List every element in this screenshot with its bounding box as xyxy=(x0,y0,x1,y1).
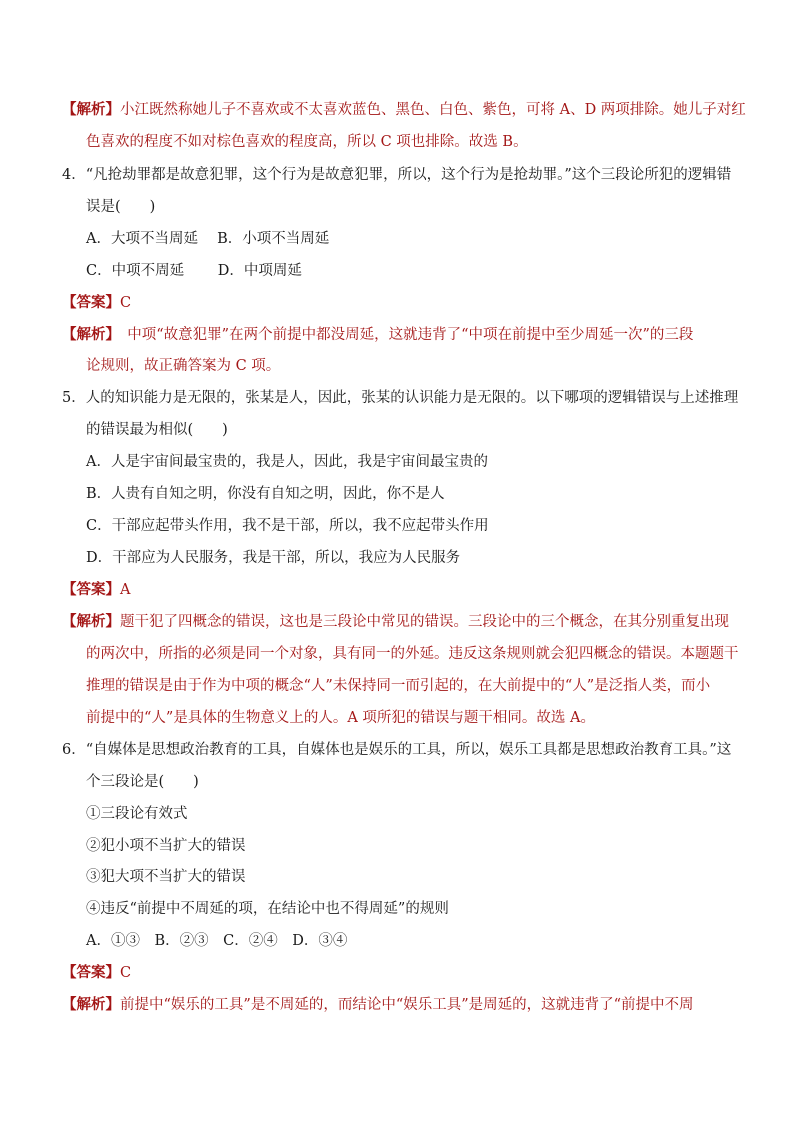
q4-analysis-line1 xyxy=(62,325,742,345)
q6-options: A．①③ B．②③ C．②④ D．③④ xyxy=(86,933,348,949)
q5-stem-line1: 5．人的知识能力是无限的，张某是人，因此，张某的认识能力是无限的。以下哪项的逻辑错误与上述推理 xyxy=(62,390,739,406)
q4-stem-line1: 4．“凡抢劫罪都是故意犯罪，这个行为是故意犯罪，所以，这个行为是抢劫罪。”这个三段论所犯的逻辑错 xyxy=(62,167,732,183)
answer-value: C xyxy=(120,965,132,981)
q5-analysis-line3: 推理的错误是由于作为中项的概念“人”未保持同一而引起的，在大前提中的“人”是泛指人类，而小 xyxy=(86,678,711,694)
q6-answer xyxy=(62,963,742,983)
q4-answer xyxy=(62,293,742,313)
q4-analysis-line2: 论规则，故正确答案为 C 项。 xyxy=(86,358,281,374)
q5-answer xyxy=(62,580,742,600)
q5-analysis-line2: 的两次中，所指的必须是同一个对象，具有同一的外延。违反这条规则就会犯四概念的错误。本题题干 xyxy=(86,646,739,662)
answer-tag: 【答案】 xyxy=(62,582,120,598)
q6-item1: ①三段论有效式 xyxy=(86,806,188,822)
item3-analysis-line1 xyxy=(62,100,746,120)
q6-item2: ②犯小项不当扩大的错误 xyxy=(86,838,246,854)
q5-stem-line2: 的错误最为相似( ) xyxy=(86,422,228,438)
analysis-tag: 【解析】 xyxy=(62,614,120,630)
q5-option-a: A．人是宇宙间最宝贵的，我是人，因此，我是宇宙间最宝贵的 xyxy=(86,454,488,470)
q5-analysis-line4: 前提中的“人”是具体的生物意义上的人。A 项所犯的错误与题干相同。故选 A。 xyxy=(86,710,595,726)
q6-stem-line1: 6．“自媒体是思想政治教育的工具，自媒体也是娱乐的工具，所以，娱乐工具都是思想政治教育工具。”这 xyxy=(62,742,732,758)
q6-stem-line2: 个三段论是( ) xyxy=(86,774,199,790)
item3-analysis-line2: 色喜欢的程度不如对棕色喜欢的程度高，所以 C 项也排除。故选 B。 xyxy=(86,134,528,150)
q5-analysis-line1 xyxy=(62,612,742,632)
analysis-text: 前提中“娱乐的工具”是不周延的，而结论中“娱乐工具”是周延的，这就违背了“前提中不周 xyxy=(120,997,694,1013)
q4-options-line1: A．大项不当周延 B．小项不当周延 xyxy=(86,231,330,247)
analysis-text: 中项“故意犯罪”在两个前提中都没周延，这就违背了“中项在前提中至少周延一次”的三段 xyxy=(112,327,694,343)
answer-tag: 【答案】 xyxy=(62,295,120,311)
answer-tag: 【答案】 xyxy=(62,965,120,981)
analysis-text: 题干犯了四概念的错误，这也是三段论中常见的错误。三段论中的三个概念，在其分别重复出现 xyxy=(120,614,729,630)
answer-value: A xyxy=(120,582,131,598)
q6-analysis-line1 xyxy=(62,995,742,1015)
analysis-tag: 【解析】 xyxy=(62,102,120,118)
analysis-tag: 【解析】 xyxy=(62,327,113,343)
q5-option-d: D．干部应为人民服务，我是干部，所以，我应为人民服务 xyxy=(86,550,461,566)
q6-item4: ④违反“前提中不周延的项，在结论中也不得周延”的规则 xyxy=(86,901,449,917)
q4-stem-line2: 误是( ) xyxy=(86,199,156,215)
analysis-text: 小江既然称她儿子不喜欢或不太喜欢蓝色、黑色、白色、紫色，可将 A、D 两项排除。她儿子对红 xyxy=(120,102,746,118)
q5-option-b: B．人贵有自知之明，你没有自知之明，因此，你不是人 xyxy=(86,486,445,502)
q5-option-c: C．干部应起带头作用，我不是干部，所以，我不应起带头作用 xyxy=(86,518,489,534)
q6-item3: ③犯大项不当扩大的错误 xyxy=(86,869,246,885)
analysis-tag: 【解析】 xyxy=(62,997,120,1013)
q4-options-line2: C．中项不周延 D．中项周延 xyxy=(86,263,302,279)
answer-value: C xyxy=(120,295,132,311)
